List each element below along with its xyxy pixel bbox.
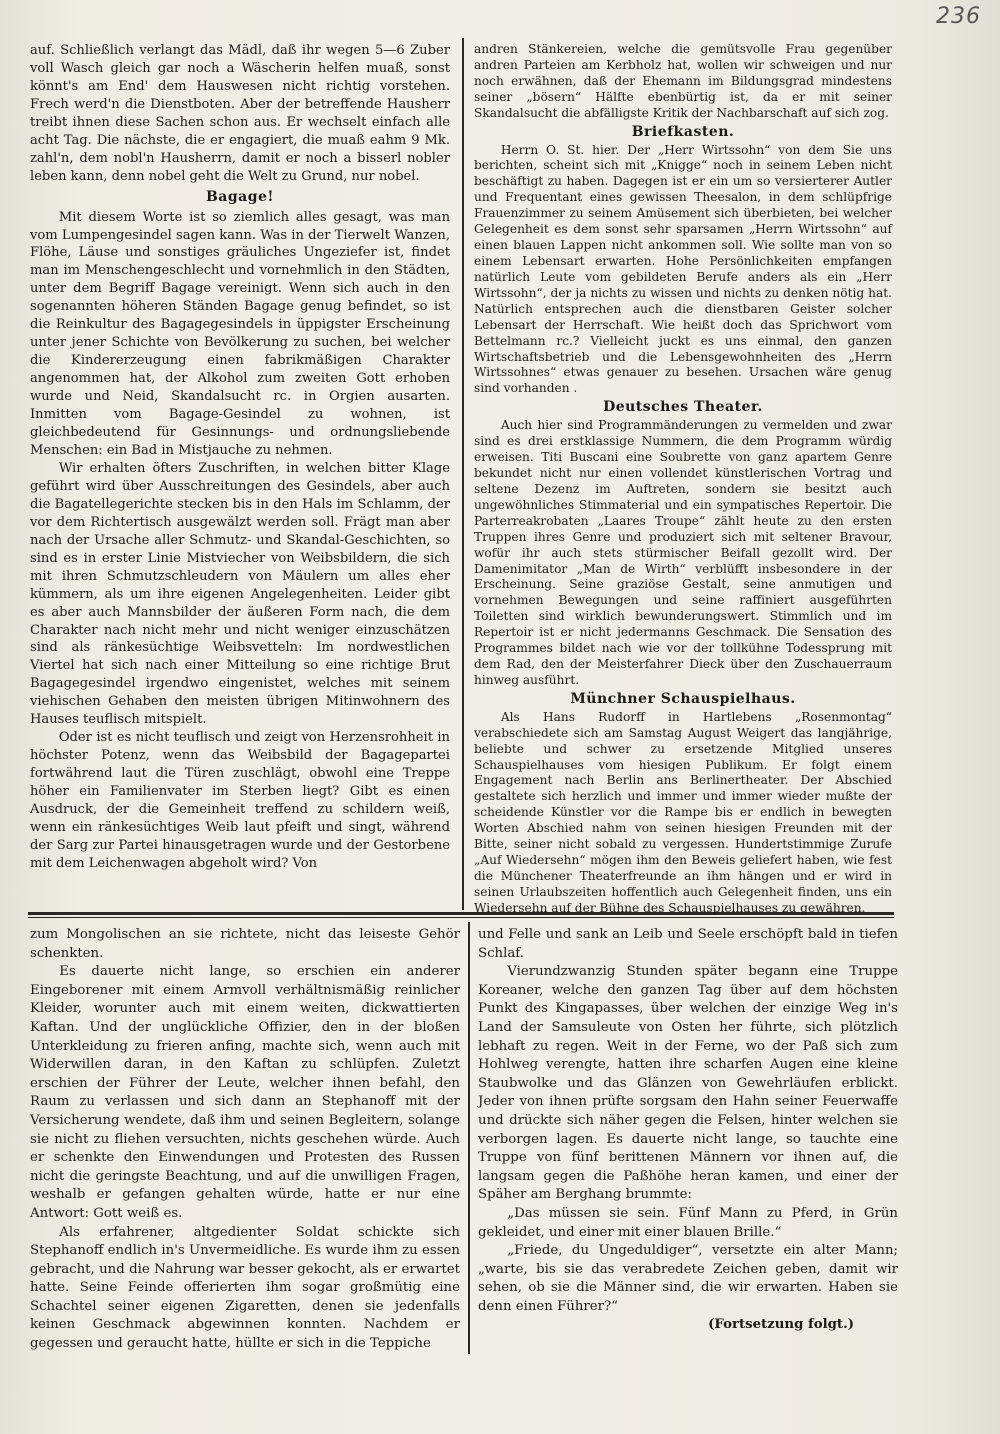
section-heading-briefkasten: Briefkasten. <box>631 123 735 140</box>
paragraph: Es dauerte nicht lange, so erschien ein anderer Eingeborener mit einem Armvoll verhältnismäßig reinlicher Kleider, worunter auch mit einem weiten, dickwattierten Kaftan. Und der unglückliche Offizier, den in der bloßen Unterkleidung zu frieren anfing, machte sich, wenn auch mit Widerwillen daran, in den Kaftan zu schlüpfen. Zuletzt erschien der Führer der Leute, welcher ihnen befahl, den Raum zu verlassen und sich dann an Stephanoff mit der Versicherung wendete, daß ihm und seinen Begleitern, solange sie nicht zu fliehen versuchten, nichts geschehen würde. Auch er schenkte den Einwendungen und Protesten des Russen nicht die geringste Beachtung, und auf die unwilligen Fragen, weshalb er gefangen gehalten würde, hatte er nur eine Antwort: Gott weiß es. <box>30 964 460 1221</box>
paragraph: Vierundzwanzig Stunden später begann eine Truppe Koreaner, welche den ganzen Tag über auf dem höchsten Punkt des Kingapasses, über welchen der einzige Weg in's Land der Samsuleute von Osten her führte, sich plötzlich lebhaft zu regen. Weit in der Ferne, wo der Paß sich zum Hohlweg verengte, hatten ihre scharfen Augen eine kleine Staubwolke und das Glänzen von Gewehrläufen erblickt. Jeder von ihnen prüfte sorgsam den Hahn seiner Feuerwaffe und drückte sich näher gegen die Felsen, hinter welchen sie verborgen lagen. Es dauerte nicht lange, so tauchte eine Truppe von fünf berittenen Männern vor ihnen auf, die langsam gegen die Paßhöhe heran kamen, und einer der Späher am Berghang brummte: <box>478 964 898 1203</box>
paragraph: Oder ist es nicht teuflisch und zeigt von Herzensrohheit in höchster Potenz, wenn das Weibsbild der Bagagepartei fortwährend laut die Türen zuschlägt, obwohl eine Treppe höher ein Familienvater im Sterben liegt? Gibt es einen Ausdruck, der die Gemeinheit treffend zu schildern weiß, wenn ein ränkesüchtiges Weib laut pfeift und singt, während der Sarg zur Partei hinausgetragen wurde und der Gestorbene mit dem Leichenwagen abgeholt wird? Von <box>30 730 450 871</box>
paragraph: Als Hans Rudorff in Hartlebens „Rosenmontag“ verabschiedete sich am Samstag August Weigert das langjährige, beliebte und schwer zu ersetzende Mitglied unseres Schauspielhauses vom hiesigen Publikum. Er folgt einem Engagement nach Berlin ans Berlinertheater. Der Abschied gestaltete sich herzlich und immer und immer wieder mußte der scheidende Künstler vor die Rampe bis er endlich in bewegten Worten Abschied nahm von seinen hiesigen Freunden mit der Bitte, seiner nicht sobald zu vergessen. Hundertstimmige Zurufe „Auf Wiedersehn“ mögen ihm den Beweis geliefert haben, wie fest die Münchener Theaterfreunde an ihm hängen und er wird in seinen Urlaubszeiten hoffentlich auch Gelegenheit finden, uns ein Wiedersehn auf der Bühne des Schauspielhauses zu gewähren. <box>474 709 892 915</box>
column-bottom-right <box>478 926 898 1333</box>
paragraph: Mit diesem Worte ist so ziemlich alles gesagt, was man vom Lumpengesindel sagen kann. Was in der Tierwelt Wanzen, Flöhe, Läuse und sonstiges gräuliches Ungeziefer ist, findet man im Menschengeschlecht und vornehmlich in den Städten, unter dem Begriff Bagage vereinigt. Wenn sich auch in den sogenannten höheren Ständen Bagage genug befindet, so ist die Reinkultur des Bagagegesindels in üppigster Erscheinung unter jener Schichte von Bevölkerung zu suchen, bei welcher die Kindererzeugung einen fabrikmäßigen Charakter angenommen hat, der Alkohol zum zweiten Gott erhoben wurde und Neid, Skandalsucht rc. in Orgien ausarten. Inmitten vom Bagage-Gesindel zu wohnen, ist gleichbedeutend für Gesinnungs- und ordnungsliebende Menschen: ein Bad in Mistjauche zu nehmen. <box>30 209 450 458</box>
column-divider-top <box>462 38 464 910</box>
section-heading-bagage: Bagage! <box>205 188 275 205</box>
section-heading-muenchner-schauspielhaus: Münchner Schauspielhaus. <box>570 690 796 707</box>
section-heading-deutsches-theater: Deutsches Theater. <box>603 399 763 416</box>
paragraph: Auch hier sind Programmänderungen zu vermelden und zwar sind es drei erstklassige Nummern, die dem Programm würdig erweisen. Titi Buscani eine Soubrette von ganz apartem Genre bekundet nicht nur einen vollendet künstlerischen Vortrag und seltene Dezenz im Auftreten, sondern sie besitzt auch ungewöhnliches Stimmaterial und ein sympatisches Repertoir. Die Parterreakrobaten „Laares Troupe“ zählt heute zu den ersten Truppen ihres Genre und produziert sich mit seltener Bravour, wofür ihr auch stets stürmischer Beifall gezollt wird. Der Damenimitator „Man de Wirth“ verblüfft insbesondere in der Erscheinung. Seine graziöse Gestalt, seine anmutigen und vornehmen Bewegungen und seine raffiniert ausgeführten Toiletten sind wirklich bewunderungswert. Stimmlich und im Repertoir ist er nicht jedermanns Geschmack. Die Sensation des Programmes bildet nach wie vor der tollkühne Todessprung mit dem Rad, den der Meisterfahrer Dieck über den Zuschauerraum hinweg ausführt. <box>474 418 892 687</box>
page-number: 236 <box>936 4 981 29</box>
paragraph: „Friede, du Ungeduldiger“, versetzte ein alter Mann; „warte, bis sie das verabredete Zeichen geben, damit wir sehen, ob sie die Männer sind, die wir erwarten. Haben sie denn einen Führer?“ <box>478 1243 898 1314</box>
paragraph: zum Mongolischen an sie richtete, nicht das leiseste Gehör schenkten. <box>30 927 460 961</box>
column-top-right <box>474 42 892 915</box>
column-divider-bottom <box>468 922 470 1354</box>
paragraph: und Felle und sank an Leib und Seele erschöpft bald in tiefen Schlaf. <box>478 927 898 961</box>
paragraph: auf. Schließlich verlangt das Mädl, daß ihr wegen 5—6 Zuber voll Wasch gleich gar noch a Wäscherin helfen muaß, sonst könnt's am End' dem Hauswesen nicht richtig vorstehen. Frech werd'n die Dienstboten. Aber der betreffende Hausherr treibt ihnen diese Sachen schon aus. Er wechselt einfach alle acht Tag. Die nächste, die er engagiert, die muaß eahm 9 Mk. zahl'n, dem nobl'n Hausherrn, damit er noch a bisserl nobler leben kann, denn nobel geht die Welt zu Grund, nur nobel. <box>30 43 450 184</box>
paragraph: Als erfahrener, altgedienter Soldat schickte sich Stephanoff endlich in's Unvermeidliche. Es wurde ihm zu essen gebracht, und die Nahrung war besser gekocht, als er erwartet hatte. Seine Feinde offerierten ihm sogar großmütig eine Schachtel seiner eigenen Zigaretten, denen sie jedenfalls keinen Geschmack abgewinnen konnten. Nachdem er gegessen und geraucht hatte, hüllte er sich in die Teppiche <box>30 1224 460 1352</box>
continuation-note: (Fortsetzung folgt.) <box>708 1317 854 1333</box>
section-divider-thin <box>28 917 894 918</box>
paragraph: Herrn O. St. hier. Der „Herr Wirtssohn“ von dem Sie uns berichten, scheint sich mit „Knigge“ noch in seinem Leben nicht beschäftigt zu haben. Dagegen ist er ein um so versierterer Autler und Frequentant eines gewissen Theesalon, in dem schlüpfrige Frauenzimmer zu seinem Amüsement sich überbieten, bei welcher Gelegenheit es dem sonst sehr sparsamen „Herrn Wirtssohn“ auf einen blauen Lappen nicht ankommen soll. Wie sollte man von so einem Lebensart erwarten. Hohe Persönlichkeiten empfangen natürlich Leute vom gebildeten Berufe anders als ein „Herr Wirtssohn“, der ja nichts zu wissen und nichts zu denken nötig hat. Natürlich entsprechen auch die dienstbaren Geister solcher Lebensart der Herrschaft. Wie heißt doch das Sprichwort vom Bettelmann rc.? Vielleicht juckt es uns einmal, den ganzen Wirtschaftsbetrieb und die Lebensgewohnheiten des „Herrn Wirtssohnes“ etwas genauer zu besehen. Ursachen wäre genug sind vorhanden . <box>474 142 892 396</box>
column-top-left <box>30 42 450 904</box>
column-bottom-left <box>30 926 460 1356</box>
paragraph: „Das müssen sie sein. Fünf Mann zu Pferd, in Grün gekleidet, und einer mit einer blauen Brille.“ <box>478 1205 898 1240</box>
paragraph: Wir erhalten öfters Zuschriften, in welchen bitter Klage geführt wird über Ausschreitungen des Gesindels, aber auch die Bagatellegerichte stecken bis in den Hals im Schlamm, der vor dem Richtertisch ausgewälzt werden soll. Frägt man aber nach der Ursache aller Schmutz- und Skandal-Geschichten, so sind es in erster Linie Mistviecher von Weibsbildern, die sich mit ihren Schmutzschleudern von Mäulern um alles eher kümmern, als um ihre eigenen Angelegenheiten. Leider gibt es aber auch Mannsbilder der äußeren Form nach, die dem Charakter nach nicht mehr und nicht weniger einzuschätzen sind als ränkesüchtige Weibsvetteln: Im nordwestlichen Viertel hat sich nach einer Mitteilung so eine richtige Brut Bagagegesindel irgendwo eingenistet, welches mit seinem viehischen Gehaben den meisten übrigen Mitinwohnern des Hauses teuflisch mitspielt. <box>30 460 450 728</box>
paragraph: andren Stänkereien, welche die gemütsvolle Frau gegenüber andren Parteien am Kerbholz hat, wollen wir schweigen und nur noch erwähnen, daß der Ehemann im Bildungsgrad mindestens seiner „bösern“ Hälfte ebenbürtig ist, da er mit seiner Skandalsucht die abfälligste Kritik der Nachbarschaft auf sich zog. <box>474 42 892 120</box>
